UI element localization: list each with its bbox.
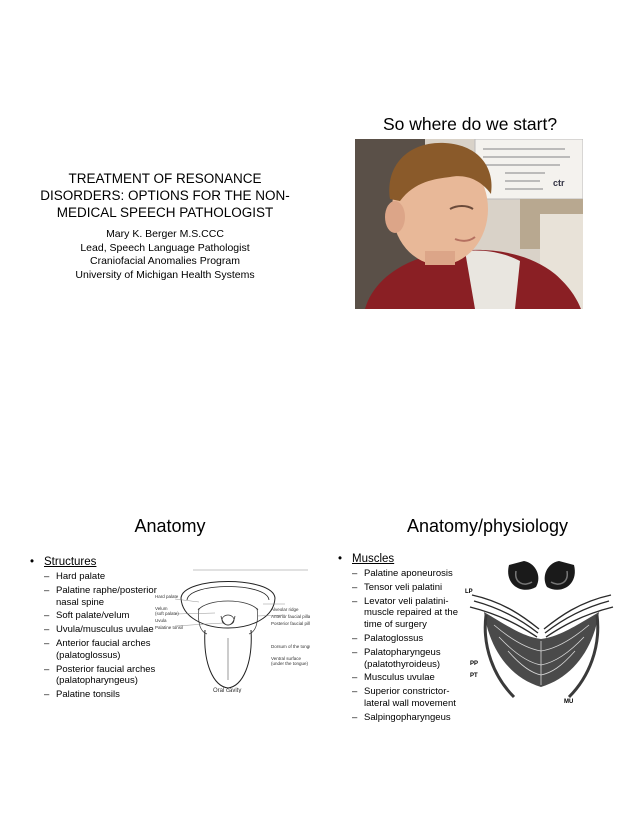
svg-text:Velum: Velum (155, 606, 168, 611)
slide3-title: Anatomy (134, 516, 206, 536)
muscles-list (338, 552, 463, 724)
svg-text:Uvula: Uvula (155, 618, 167, 623)
pp-label: PP (470, 661, 479, 667)
oral-cavity-diagram (153, 568, 310, 693)
list-item: – Palatine tonsils (44, 689, 120, 701)
list-item: – Palatine raphe/posterior nasal spine (44, 584, 157, 608)
list-item: – Superior constrictor- lateral wall movement (352, 686, 456, 709)
list-item: – Uvula/musculus uvulae (44, 624, 154, 636)
svg-text:Anterior faucial pillar: Anterior faucial pillar (271, 614, 310, 619)
slide4-title: Anatomy/physiology (406, 516, 569, 536)
svg-text:Dorsum of the tongue: Dorsum of the tongue (271, 644, 310, 649)
slide1-title-line: MEDICAL SPEECH PATHOLOGIST (56, 205, 274, 220)
svg-text:Palatine tonsil: Palatine tonsil (155, 625, 184, 630)
list-item: – Posterior faucial arches (palatopharyngeus) (44, 663, 156, 687)
slide1-title (30, 170, 300, 221)
list-item: – Palatine aponeurosis (352, 568, 453, 579)
list-item: – Soft palate/velum (44, 610, 130, 622)
palate-muscles-illustration (464, 557, 619, 707)
svg-text:(soft palate): (soft palate) (155, 611, 179, 616)
list-item: – Musculus uvulae (352, 672, 435, 684)
svg-text:(under the tongue): (under the tongue) (271, 661, 309, 666)
author-name: Mary K. Berger M.S.CCC (106, 228, 224, 240)
list-item: – Palatopharyngeus (palatothyroideus) (352, 646, 441, 670)
list-item: – Tensor veli palatini (352, 581, 443, 593)
list-item: – Salpingopharyngeus (352, 711, 451, 723)
child-photo-illustration (355, 139, 583, 309)
list-heading (338, 552, 463, 566)
palate-muscles-diagram (464, 557, 619, 707)
slide2-title: So where do we start? (382, 114, 558, 134)
author-role: Lead, Speech Language Pathologist (80, 241, 250, 254)
svg-text:Hard palate: Hard palate (155, 594, 179, 599)
author-program: Craniofacial Anomalies Program (90, 255, 240, 267)
bullet-icon: • (30, 556, 35, 568)
svg-text:Oral cavity: Oral cavity (213, 688, 242, 693)
list-heading (30, 555, 160, 569)
poster-logo: ctr (553, 178, 565, 188)
slide1-author-block (40, 228, 290, 282)
list-item: – Anterior faucial arches (palatoglossus) (44, 637, 151, 661)
slide1-title-line: TREATMENT OF RESONANCE (68, 171, 262, 186)
svg-text:Alveolar ridge: Alveolar ridge (271, 607, 299, 612)
author-institution: University of Michigan Health Systems (75, 268, 255, 281)
svg-text:Ventral surface: Ventral surface (271, 656, 302, 661)
slide1-title-line: DISORDERS: OPTIONS FOR THE NON- (40, 188, 290, 203)
structures-heading: Structures (44, 556, 97, 568)
child-photo (355, 139, 583, 309)
structures-list (30, 555, 160, 701)
mu-label: MU (564, 699, 574, 705)
oral-cavity-illustration (153, 568, 310, 693)
muscles-heading: Muscles (352, 553, 395, 565)
lp-label: LP (465, 589, 473, 595)
bullet-icon: • (338, 553, 343, 565)
list-item: – Hard palate (44, 571, 106, 582)
list-item: – Palatoglossus (352, 632, 424, 644)
svg-text:Posterior faucial pillar: Posterior faucial pillar (271, 621, 310, 626)
list-item: – Levator veli palatini- muscle repaired at the time of surgery (352, 595, 458, 631)
pt-label: PT (470, 673, 478, 679)
